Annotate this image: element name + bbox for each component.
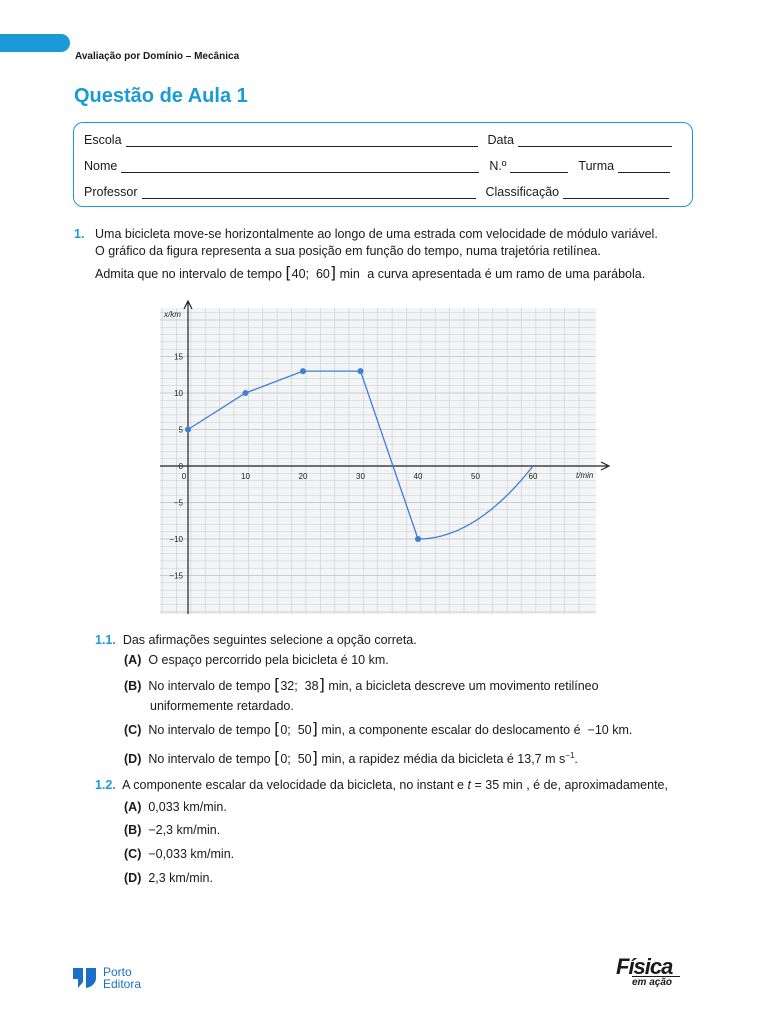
option-1-1-b[interactable]: (B) No intervalo de tempo [32; 38] min, a bicicleta descreve um movimento retilíneo: [124, 675, 599, 694]
y-tick-label: −5: [173, 498, 183, 508]
question-1-1-stem: 1.1. Das afirmações seguintes selecione a opção correta.: [95, 633, 417, 647]
porto-editora-icon: [73, 966, 99, 990]
y-tick-label: 15: [174, 352, 183, 362]
data-point: [300, 368, 306, 374]
y-axis-label: x/km: [164, 310, 181, 319]
option-1-2-b[interactable]: (B) −2,3 km/min.: [124, 823, 221, 837]
question-1-2-stem: 1.2. A componente escalar da velocidade da bicicleta, no instant e t = 35 min , é de, aproximadamente,: [95, 778, 668, 792]
porto-editora-logo: [73, 966, 141, 990]
identification-box: [73, 122, 693, 207]
escola-field[interactable]: [126, 134, 478, 147]
nome-label: Nome: [84, 159, 118, 173]
page-subtitle: Avaliação por Domínio – Mecânica: [75, 51, 240, 62]
data-point: [185, 427, 191, 433]
option-1-1-b-line2: uniformemente retardado.: [150, 699, 294, 713]
fisica-em-acao-logo: [616, 954, 686, 988]
book-logo-sub: em ação: [632, 976, 680, 988]
position-time-chart: [150, 300, 620, 620]
x-tick-label: 10: [241, 472, 250, 481]
publisher-line2: Editora: [103, 977, 142, 991]
professor-field[interactable]: [142, 186, 476, 199]
data-label: Data: [487, 133, 514, 147]
numero-field[interactable]: [510, 160, 568, 173]
y-tick-label: 0: [178, 462, 183, 471]
x-tick-label: 40: [413, 472, 423, 481]
y-tick-label: −10: [169, 535, 183, 544]
page-title: Questão de Aula 1: [74, 85, 248, 107]
y-tick-label: 10: [174, 389, 183, 398]
data-point: [415, 536, 421, 542]
x-tick-label: 0: [181, 472, 187, 481]
interval-40-60: 40; 60: [291, 267, 330, 281]
question-1-line2: O gráfico da figura representa a sua posição em função do tempo, numa trajetória retilínea.: [95, 244, 601, 258]
x-axis-label: t/min: [576, 471, 594, 480]
professor-label: Professor: [84, 185, 138, 199]
publisher-line1: Porto: [103, 965, 132, 979]
question-1-number: 1.: [74, 227, 85, 241]
x-tick-label: 20: [298, 472, 308, 481]
classificacao-field[interactable]: [563, 186, 669, 199]
data-point: [243, 390, 249, 396]
y-tick-label: −15: [169, 571, 183, 581]
question-1-line1: Uma bicicleta move-se horizontalmente ao longo de uma estrada com velocidade de módulo variável.: [95, 227, 658, 241]
y-tick-label: 5: [178, 425, 183, 435]
classificacao-label: Classificação: [485, 185, 560, 199]
option-1-2-a[interactable]: (A) 0,033 km/min.: [124, 800, 227, 814]
question-1-line3: Admita que no intervalo de tempo [40; 60] min a curva apresentada é um ramo de uma parábola.: [95, 263, 646, 282]
x-tick-label: 60: [528, 472, 538, 481]
option-1-2-d[interactable]: (D) 2,3 km/min.: [124, 871, 213, 885]
nome-field[interactable]: [121, 160, 479, 173]
header-tab: [0, 34, 70, 52]
data-point: [358, 368, 364, 374]
option-1-1-a[interactable]: (A) O espaço percorrido pela bicicleta é 10 km.: [124, 653, 389, 667]
turma-field[interactable]: [618, 160, 670, 173]
turma-label: Turma: [578, 159, 615, 173]
data-field[interactable]: [518, 134, 672, 147]
option-1-2-c[interactable]: (C) −0,033 km/min.: [124, 847, 235, 861]
option-1-1-c[interactable]: (C) No intervalo de tempo [0; 50] min, a componente escalar do deslocamento é −10 km.: [124, 719, 633, 738]
x-tick-label: 30: [356, 472, 365, 481]
escola-label: Escola: [84, 133, 122, 147]
numero-label: N.º: [489, 159, 507, 173]
x-tick-label: 50: [471, 472, 480, 481]
book-logo-main: Física: [616, 954, 673, 979]
option-1-1-d[interactable]: (D) No intervalo de tempo [0; 50] min, a rapidez média da bicicleta é 13,7 m $s^{-1}$.: [124, 748, 578, 768]
